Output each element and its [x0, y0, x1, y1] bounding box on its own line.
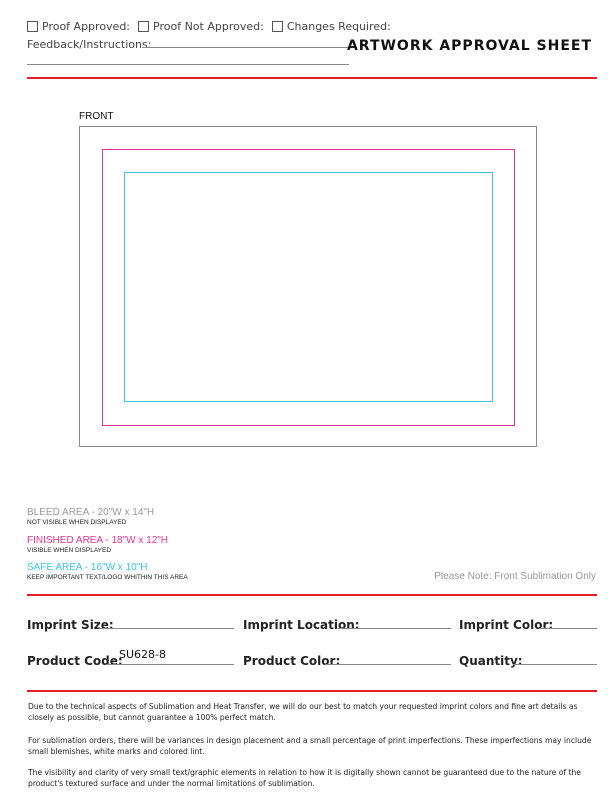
disclaimer-divider — [27, 690, 597, 692]
page-title: ARTWORK APPROVAL SHEET — [346, 38, 592, 54]
legend-finished-title: FINISHED AREA - 18"W x 12"H — [27, 535, 169, 546]
feedback-label: Feedback/Instructions: — [27, 38, 152, 51]
front-label: FRONT — [79, 111, 114, 122]
proof-approved-label: Proof Approved: — [42, 20, 131, 33]
legend-finished — [27, 535, 168, 555]
proof-approved-option[interactable] — [27, 20, 130, 33]
quantity-label: Quantity: — [459, 654, 523, 668]
product-color-label: Product Color: — [243, 654, 341, 668]
header-divider — [27, 77, 597, 79]
safe-area-box[interactable] — [124, 172, 493, 402]
feedback-line-1[interactable] — [142, 47, 349, 48]
imprint-location-label: Imprint Location: — [243, 618, 360, 632]
changes-required-option[interactable] — [272, 20, 391, 33]
product-code-value: SU628-8 — [119, 648, 166, 661]
front-only-note: Please Note: Front Sublimation Only — [434, 571, 596, 582]
proof-not-approved-option[interactable] — [138, 20, 264, 33]
legend-bleed-title: BLEED AREA - 20"W x 14"H — [27, 507, 155, 518]
legend-safe-title: SAFE AREA - 16"W x 10"H — [27, 562, 148, 573]
proof-approved-checkbox[interactable] — [27, 21, 38, 32]
imprint-size-label: Imprint Size: — [27, 618, 114, 632]
legend-safe — [27, 562, 188, 582]
legend-bleed-subtitle: NOT VISIBLE WHEN DISPLAYED — [27, 519, 127, 526]
product-code-field[interactable] — [107, 664, 234, 665]
quantity-field[interactable] — [513, 664, 597, 665]
feedback-line-2[interactable] — [27, 64, 349, 65]
proof-not-approved-label: Proof Not Approved: — [153, 20, 264, 33]
approval-checkboxes — [27, 20, 399, 33]
legend-safe-subtitle: KEEP IMPORTANT TEXT/LOGO WHITHIN THIS AREA — [27, 574, 188, 581]
disclaimer-paragraph-3: The visibility and clarity of very small text/graphic elements in relation to how it is digitally shown cannot be guaranteed due to the nature of the product's textured surface and under the normal limitations of sublimation. — [28, 768, 581, 788]
imprint-size-field[interactable] — [99, 628, 234, 629]
disclaimer-paragraph-2: For sublimation orders, there will be variances in design placement and a small percentage of print imperfections. These imperfections may include small blemishes, white marks and colored lint. — [28, 736, 592, 756]
disclaimer-paragraph-1: Due to the technical aspects of Sublimation and Heat Transfer, we will do our best to match your requested imprint colors and fine art details as closely as possible, but cannot guarantee a 100% perfect match. — [28, 702, 578, 722]
legend-finished-subtitle: VISIBLE WHEN DISPLAYED — [27, 547, 112, 554]
proof-not-approved-checkbox[interactable] — [138, 21, 149, 32]
changes-required-label: Changes Required: — [286, 20, 391, 33]
product-code-label: Product Code: — [27, 654, 123, 668]
fields-top-divider — [27, 594, 597, 596]
product-color-field[interactable] — [325, 664, 451, 665]
imprint-color-field[interactable] — [539, 628, 597, 629]
changes-required-checkbox[interactable] — [272, 21, 283, 32]
legend-bleed — [27, 507, 154, 527]
imprint-color-label: Imprint Color: — [459, 618, 554, 632]
imprint-location-field[interactable] — [338, 628, 451, 629]
